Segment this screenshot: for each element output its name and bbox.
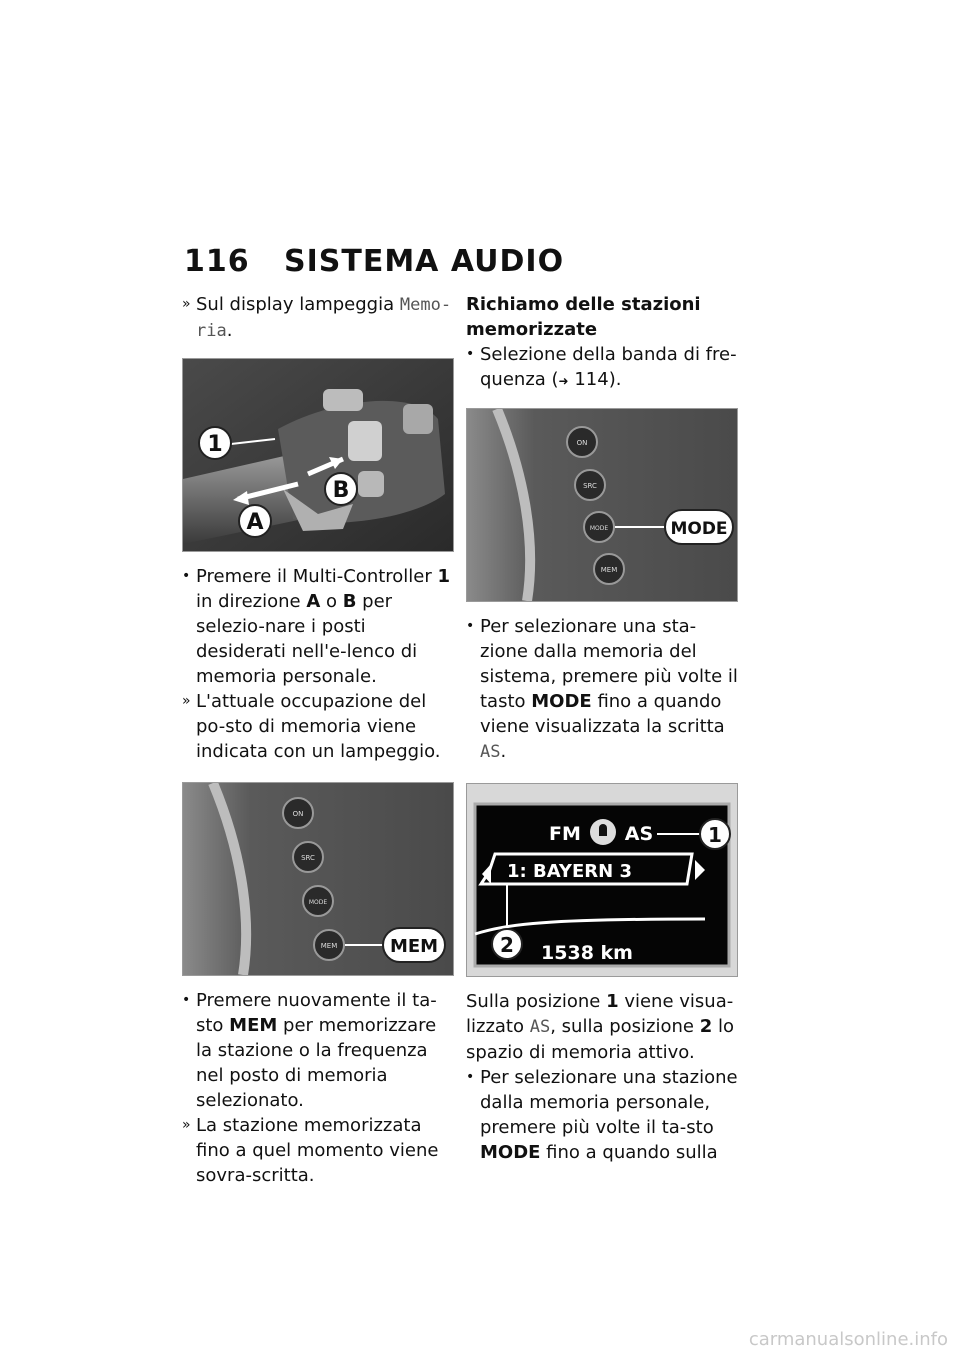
station-name: 1: BAYERN 3 bbox=[507, 861, 632, 882]
page-reference: 114 bbox=[574, 369, 609, 390]
bullet-marker: • bbox=[466, 618, 475, 634]
figure-label-1: 1 bbox=[207, 432, 223, 457]
result-item: » Sul display lampeggia Memo- ria. bbox=[182, 294, 452, 341]
page-header bbox=[184, 244, 564, 279]
callout-1: 1 bbox=[708, 823, 722, 847]
instruction-step: • Selezione della banda di fre-quenza (➜ 114). bbox=[466, 344, 737, 390]
odometer: 1538 km bbox=[541, 942, 633, 964]
page-title: SISTEMA AUDIO bbox=[284, 244, 565, 279]
instruction-step: • Per selezionare una stazione dalla memoria personale, premere più volte il ta-sto MODE fino a quando sulla bbox=[466, 1067, 738, 1163]
svg-text:MODE: MODE bbox=[308, 899, 328, 906]
handlebar-controller-figure bbox=[182, 358, 454, 552]
mode-callout: MODE bbox=[670, 519, 728, 539]
bullet-marker: • bbox=[182, 568, 191, 584]
bullet-marker: • bbox=[182, 992, 191, 1008]
page-ref-arrow-icon: ➜ bbox=[558, 374, 569, 388]
figure-label-b: B bbox=[332, 478, 350, 503]
svg-text:SRC: SRC bbox=[583, 482, 597, 490]
result-item: » L'attuale occupazione del po-sto di memoria viene indicata con un lampeggio. bbox=[182, 691, 441, 762]
mem-button-figure bbox=[182, 782, 454, 976]
right-column bbox=[466, 292, 741, 1165]
result-marker: » bbox=[182, 693, 191, 709]
display-text: Memo- ria bbox=[196, 295, 452, 341]
svg-text:ON: ON bbox=[292, 810, 304, 818]
description-paragraph: Sulla posizione 1 viene visua-lizzato AS, sulla posizione 2 lo spazio di memoria attivo. bbox=[466, 991, 734, 1063]
section-heading: Richiamo delle stazioni memorizzate bbox=[466, 294, 701, 340]
svg-text:MEM: MEM bbox=[600, 566, 618, 574]
radio-display-figure bbox=[466, 783, 738, 977]
figure-label-a: A bbox=[246, 510, 264, 535]
watermark: carmanualsonline.info bbox=[748, 1329, 948, 1350]
svg-text:MODE: MODE bbox=[589, 525, 609, 532]
svg-text:SRC: SRC bbox=[301, 854, 315, 862]
instruction-step: • Premere nuovamente il ta-sto MEM per memorizzare la stazione o la frequenza nel posto di memoria selezionato. bbox=[182, 990, 437, 1111]
callout-2: 2 bbox=[500, 933, 514, 957]
bullet-marker: • bbox=[466, 1069, 475, 1085]
result-marker: » bbox=[182, 1117, 191, 1133]
svg-text:MEM: MEM bbox=[320, 942, 338, 950]
instruction-step: • Per selezionare una sta-zione dalla memoria del sistema, premere più volte il tasto MODE fino a quando viene visualizzata la scritta AS. bbox=[466, 616, 738, 762]
storage-icon bbox=[599, 824, 607, 836]
autostore-label: AS bbox=[624, 823, 654, 845]
instruction-step: • Premere il Multi-Controller 1 in direzione A o B per selezio-nare i posti desiderati nell'e-lenco di memoria personale. bbox=[182, 566, 451, 687]
result-marker: » bbox=[182, 296, 191, 312]
mem-callout: MEM bbox=[389, 936, 439, 957]
page-number: 116 bbox=[184, 244, 250, 279]
bullet-marker: • bbox=[466, 346, 475, 362]
left-column bbox=[182, 292, 457, 1188]
svg-text:ON: ON bbox=[576, 439, 588, 447]
result-item: » La stazione memorizzata fino a quel momento viene sovra-scritta. bbox=[182, 1115, 439, 1186]
mode-button-figure bbox=[466, 408, 738, 602]
band-label: FM bbox=[549, 823, 581, 845]
